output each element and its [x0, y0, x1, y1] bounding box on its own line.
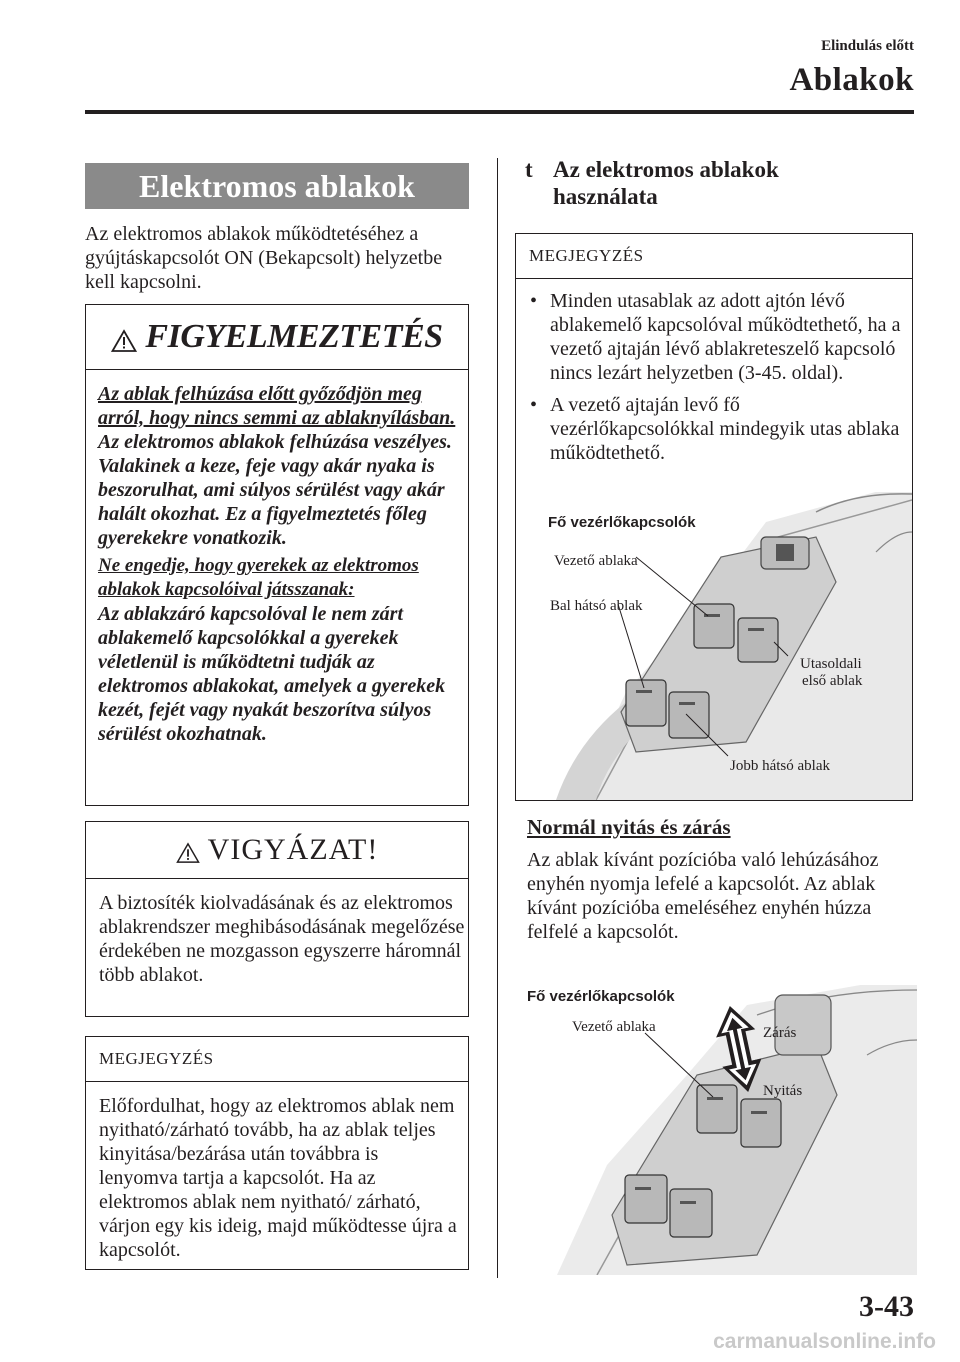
- fig2-label-main: Fő vezérlőkapcsolók: [527, 988, 675, 1005]
- warning-lead-2: Ne engedje, hogy gyerekek az elektromos ablakok kapcsolóival játsszanak:: [98, 555, 419, 600]
- warning-lead: Az ablak felhúzása előtt győződjön meg arról, hogy nincs semmi az ablaknyílásban.: [98, 383, 456, 429]
- bullet-dot-icon: •: [530, 290, 538, 312]
- note-bullets: [516, 279, 912, 465]
- note-box-right: [515, 233, 913, 801]
- switch-panel-figure-2: [527, 985, 917, 1275]
- header-rule: [85, 110, 914, 114]
- caution-header: [86, 822, 468, 879]
- section-title: Ablakok: [789, 62, 914, 98]
- footer-watermark: carmanualsonline.info: [713, 1330, 936, 1353]
- note-bullet-item: [516, 289, 902, 385]
- caution-title: VIGYÁZAT!: [207, 833, 379, 866]
- warning-triangle-icon: [111, 329, 137, 358]
- caution-box: [85, 821, 469, 1017]
- note-title-right: MEGJEGYZÉS: [516, 234, 912, 279]
- warning-text-1: Az elektromos ablakok felhúzása veszélyes. Valakinek a keze, feje vagy akár nyaka is beszorulhat, ami súlyos sérülést vagy akár halált okozhat. Ez a figyelmeztetés főleg gyerekekre vonatkozik.: [98, 431, 452, 549]
- note-title-left: MEGJEGYZÉS: [86, 1037, 468, 1082]
- chapter-title: Elindulás előtt: [821, 38, 914, 54]
- warning-body: [86, 370, 468, 746]
- note-text-left: Előfordulhat, hogy az elektromos ablak nem nyitható/zárható tovább, ha az ablak teljes kinyitása/bezárása után továbbra is lenyomva tartja a kapcsolót. Ha az elektromos ablak nem nyitható/ zárható, várjon egy kis ideig, majd működtesse újra a kapcsolót.: [99, 1095, 457, 1261]
- page-number: 3-43: [859, 1290, 914, 1323]
- intro-paragraph: Az elektromos ablakok működtetéséhez a gyújtáskapcsolót ON (Bekapcsolt) helyzetbe kell kapcsolni.: [85, 223, 443, 293]
- subsection-title-text: Az elektromos ablakok használata: [553, 157, 779, 209]
- fig1-label-rear-right: Jobb hátsó ablak: [730, 758, 830, 774]
- normal-operation-text: Az ablak kívánt pozícióba való lehúzásához enyhén nyomja lefelé a kapcsolót. Az ablak kívánt pozícióba emeléséhez enyhén húzza felfelé a kapcsolót.: [527, 849, 879, 943]
- normal-operation-heading: Normál nyitás és zárás: [527, 815, 731, 839]
- column-divider: [497, 158, 498, 1278]
- warning-text-2: Az ablakzáró kapcsolóval le nem zárt ablakemelő kapcsolókkal a gyerekek véletlenül is működtetni tudják az elektromos ablakokat, amelyek a gyerekek kezét, fejét vagy nyakát beszorítva súlyos sérülést okozhatnak.: [98, 603, 446, 745]
- note-box-left: [85, 1036, 469, 1270]
- fig2-label-close: Zárás: [763, 1025, 797, 1041]
- note-bullet-text: A vezető ajtaján levő fő vezérlőkapcsolókkal mindegyik utas ablaka működtethető.: [550, 394, 900, 464]
- fig2-label-open: Nyitás: [763, 1083, 803, 1099]
- section-banner: Elektromos ablakok: [85, 163, 469, 209]
- fig1-label-front-passenger-2: első ablak: [802, 673, 863, 689]
- switch-panel-figure-1: [516, 492, 912, 800]
- fig2-label-driver: Vezető ablaka: [572, 1019, 656, 1035]
- warning-header: [86, 305, 468, 370]
- caution-text: A biztosíték kiolvadásának és az elektromos ablakrendszer meghibásodásának megelőzése érdekében ne mozgasson egyszerre háromnál több ablakot.: [99, 892, 465, 986]
- fig1-label-driver: Vezető ablaka: [554, 553, 638, 569]
- warning-box: [85, 304, 469, 806]
- fig1-label-front-passenger-1: Utasoldali: [800, 656, 862, 672]
- fig1-label-main: Fő vezérlőkapcsolók: [548, 514, 696, 531]
- subsection-title: [525, 156, 793, 210]
- fig1-label-rear-left: Bal hátsó ablak: [550, 598, 643, 614]
- warning-title: FIGYELMEZTETÉS: [145, 318, 443, 355]
- note-bullet-item: [516, 393, 902, 465]
- subsection-bullet: t: [525, 157, 533, 182]
- bullet-dot-icon: •: [530, 394, 538, 416]
- caution-triangle-icon: [176, 842, 200, 869]
- note-bullet-text: Minden utasablak az adott ajtón lévő ablakemelő kapcsolóval működtethető, ha a vezető ajtaján lévő ablakreteszelő kapcsoló nincs lezárt helyzetben (3-45. oldal).: [550, 290, 901, 384]
